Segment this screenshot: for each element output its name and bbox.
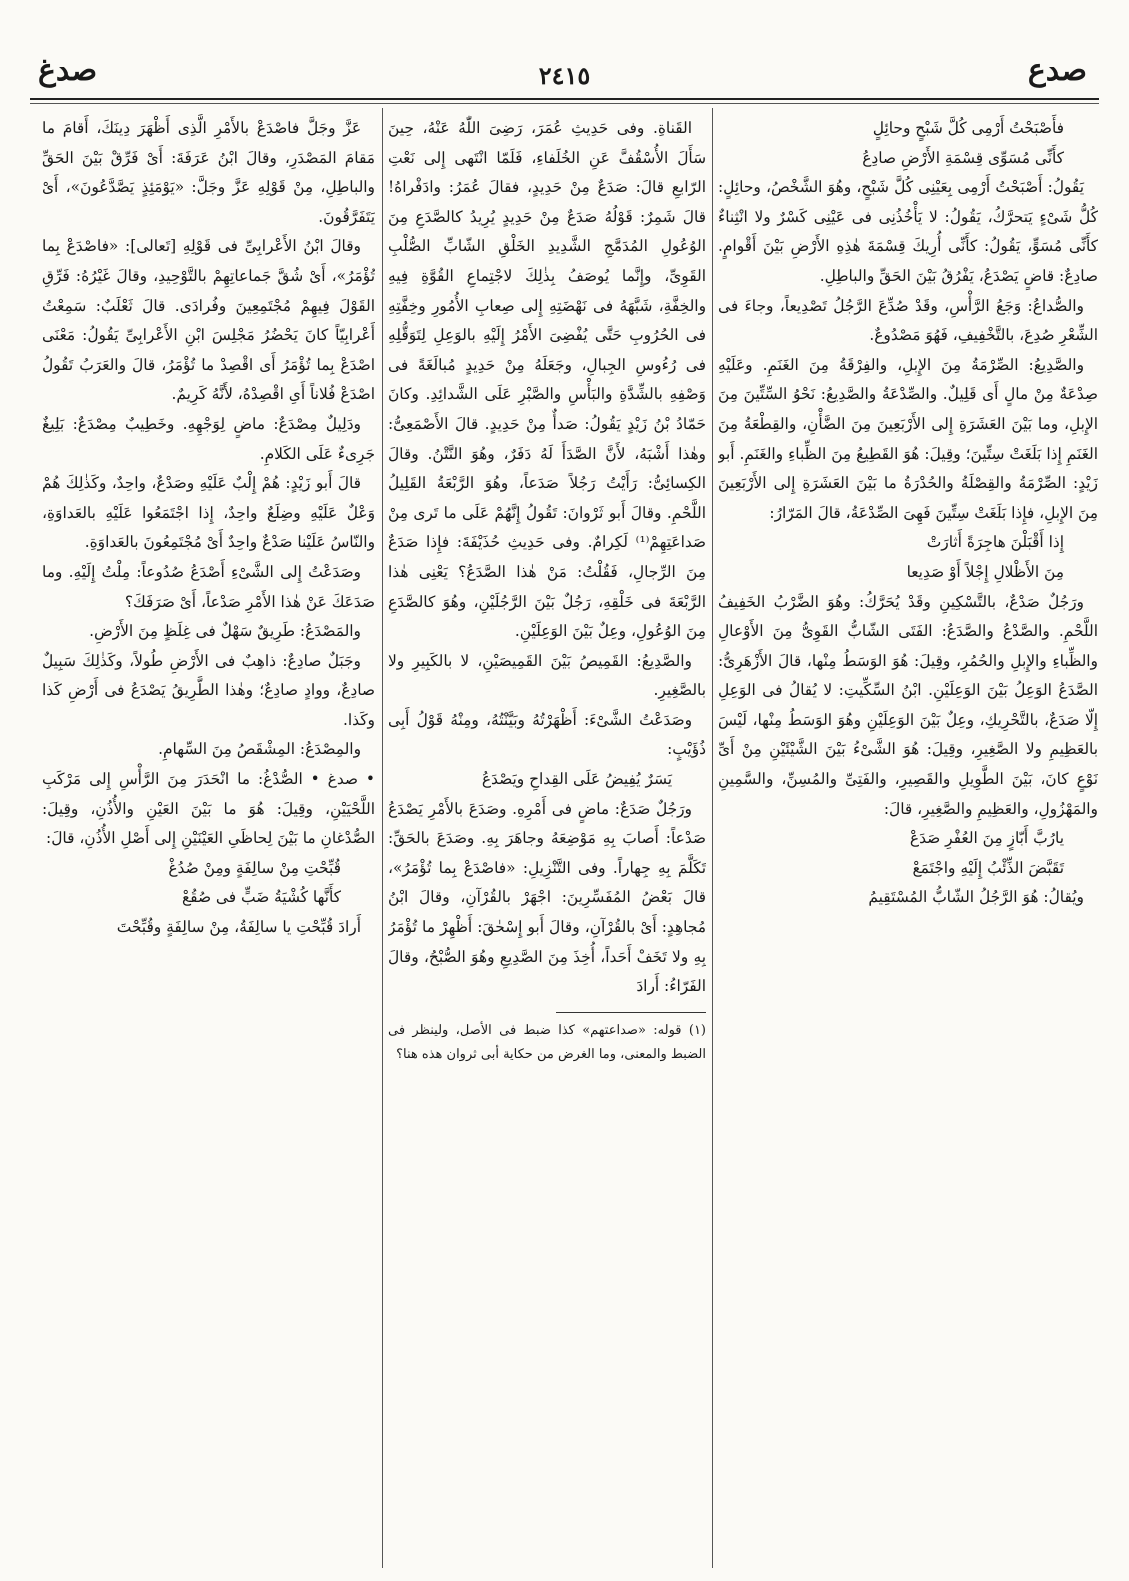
verse-line: تَقَبَّضَ الذِّئْبُ إِلَيْهِ واجْتَمَعْ xyxy=(912,858,1064,877)
header-rule xyxy=(30,98,1099,100)
footnote-rule xyxy=(556,1012,706,1013)
column-left xyxy=(42,114,375,1569)
verse-line: يَسَرٌ يُفِيضُ عَلَى القِداحِ ويَصْدَعُ xyxy=(481,770,672,789)
paragraph: ودَلِيلٌ مِصْدَعٌ: ماضٍ لِوَجْهِهِ. وخَطِيبٌ مِصْدَعٌ: بَلِيغٌ جَرِىءٌ عَلَى الكَلامِ. xyxy=(42,414,375,463)
paragraph: ورَجُلٌ صَدَعٌ: ماضٍ فى أَمْرِهِ. وصَدَعَ بالأَمْرِ يَصْدَعُ صَدْعاً: أَصابَ بِهِ مَوْضِعَهُ وجاهَرَ بِهِ. وصَدَعَ بالحَقِّ: تَكَلَّمَ بِهِ جِهاراً. وفى التَّنْزِيلِ: «فاصْدَعْ بِما تُؤْمَرُ»، قالَ بَعْضُ المُفَسِّرِينَ: اجْهَرْ بالقُرْآنِ، وقالَ ابْنُ مُجاهِدٍ: أَىْ بالقُرْآنِ، وقالَ أَبو إِسْحٰقَ: أَظْهِرْ ما تُؤْمَرُ بِهِ ولا تَخَفْ أَحَداً، أُخِذَ مِنَ الصَّدِيعِ وهُوَ الصُّبْحُ، وقالَ الفَرّاءُ: أَرادَ xyxy=(388,799,706,996)
paragraph: قالَ أَبو زَيْدٍ: هُمْ إِلْبٌ عَلَيْهِ وصَدْعٌ، واحِدٌ، وكَذٰلِكَ هُمْ وَعْلٌ عَلَيْهِ وضِلَعٌ واحِدٌ، إِذا اجْتَمَعُوا عَلَيْهِ بالعَداوَةِ، والنّاسُ عَلَيْنا صَدْعٌ واحِدٌ أَىْ مُجْتَمِعُونَ بالعَداوَةِ. xyxy=(42,474,375,552)
paragraph: وقالَ ابْنُ الأَعْرابِىِّ فى قَوْلِهِ [تَعالى]: «فاصْدَعْ بِما تُؤْمَرُ»، أَىْ شُقَّ جَماعاتِهِمْ بالتَّوْحِيدِ، وقالَ غَيْرُهُ: فَرِّقِ القَوْلَ فِيهِمْ مُجْتَمِعِينَ وفُرادَى. قالَ ثَعْلَبٌ: سَمِعْتُ أَعْرابِيّاً كانَ يَحْضُرُ مَجْلِسَ ابْنِ الأَعْرابِىِّ يَقُولُ: مَعْنَى اصْدَعْ بِما تُؤْمَرُ أَى اقْصِدْ ما تُؤْمَرُ، قالَ والعَرَبُ تَقُولُ اصْدَعْ فُلاناً أَىِ اقْصِدْهُ، لأَنَّهُ كَرِيمٌ. xyxy=(42,237,375,404)
column-divider-left xyxy=(382,108,383,1568)
column-divider-right xyxy=(712,108,713,1568)
headword-right: صدع xyxy=(1027,53,1087,88)
column-middle xyxy=(388,114,706,1569)
paragraph: ويُقالُ: هُوَ الرَّجُلُ الشّابُّ المُسْتَقِيمُ xyxy=(868,888,1084,907)
paragraph: والمِصْدَعُ: المِشْقَصُ مِنَ السِّهامِ. xyxy=(158,740,361,759)
paragraph: وصَدَعْتُ الشَّىْءَ: أَظْهَرْتُهُ وبَيَّنْتُهُ، ومِنْهُ قَوْلُ أَبِى ذُؤَيْبٍ: xyxy=(388,710,706,759)
paragraph: أَرادَ قُبِّحْتِ يا سالِفَةُ، مِنْ سالِفَةٍ وقُبِّحْتَ xyxy=(116,918,361,937)
paragraph: عَزَّ وجَلَّ فاصْدَعْ بالأَمْرِ الَّذِى أَظْهَرَ دِينَكَ، أَقامَ ما مَقامَ المَصْدَرِ، وقالَ ابْنُ عَرَفَةَ: أَىْ فَرِّقْ بَيْنَ الحَقِّ والباطِلِ، مِنْ قَوْلِهِ عَزَّ وجَلَّ: «يَوْمَئِذٍ يَصَّدَّعُونَ»، أَىْ يَتَفَرَّقُونَ. xyxy=(42,119,375,226)
column-right xyxy=(718,114,1098,1569)
verse-line: فأَصْبَحْتُ أَرْمِى كُلَّ شَبْحٍ وحائِلٍ xyxy=(872,119,1064,137)
paragraph: ورَجُلٌ صَدْعٌ، بالتَّسْكِينِ وقَدْ يُحَرَّكُ: وهُوَ الضَّرْبُ الخَفِيفُ اللَّحْمِ. والصَّدْعُ والصَّدَعُ: الفَتَى الشّابُّ القَوِىُّ مِنَ الأَوْعالِ والظِّباءِ والإِبلِ والحُمُرِ، وقِيلَ: هُوَ الوَسَطُ مِنْها، قالَ الأَزْهَرِىُّ: الصَّدَعُ الوَعِلُ بَيْنَ الوَعِلَيْنِ. ابْنُ السِّكِّيتِ: لا يُقالُ فى الوَعِلِ إِلّا صَدَعٌ، بالتَّحْرِيكِ، وعِلٌ بَيْنَ الوَعِلَيْنِ وهُوَ الوَسَطُ مِنْها، لَيْسَ بالعَظِيمِ ولا الصَّغِيرِ، وقِيلَ: هُوَ الشَّىْءُ بَيْنَ الشَّيْئَيْنِ مِنْ أَىِّ نَوْعٍ كانَ، بَيْنَ الطَّوِيلِ والقَصِيرِ، والفَتِىِّ والمُسِنِّ، والسَّمِينِ والمَهْزُولِ، والعَظِيمِ والصَّغِيرِ، قالَ: xyxy=(718,592,1098,818)
verse-line: يارُبَّ أَبّازٍ مِنَ العُفْرِ صَدَعْ xyxy=(909,829,1064,848)
verse-line: إِذا أَقْبَلْنَ هاجِرَةً أَثارَتْ xyxy=(926,533,1064,552)
page-number: ٢٤١٥ xyxy=(538,61,591,90)
page-header xyxy=(30,44,1099,106)
header-rule-thin xyxy=(30,103,1099,104)
paragraph: والصُّداعُ: وَجَعُ الرَّأْسِ، وقَدْ صُدِّعَ الرَّجُلُ تَصْدِيعاً، وجاءَ فى الشِّعْرِ صُدِعَ، بالتَّخْفِيفِ، فَهُوَ مَصْدُوعٌ. xyxy=(718,296,1098,345)
paragraph: والمَصْدَعُ: طَرِيقٌ سَهْلٌ فى غِلَظٍ مِنَ الأَرْضِ. xyxy=(89,622,361,641)
paragraph: يَقُولُ: أَصْبَحْتُ أَرْمِى بِعَيْنِى كُلَّ شَبْحٍ، وهُوَ الشَّخْصُ، وحائِلٍ: كُلُّ شَىْءٍ يَتحرَّكُ، يَقُولُ: لا يَأْخُذُنِى فى عَيْنِى كَسْرٌ ولا انْثِناءٌ كأَنِّى مُسَوٍّ، يَقُولُ: كأَنِّى أُرِيكَ قِسْمَةَ هٰذِهِ الأَرْضِ بَيْنَ أَقْوامٍ. صادِعٌ: قاضٍ يَصْدَعُ، يَفْرُقُ بَيْنَ الحَقِّ والباطِلِ. xyxy=(718,178,1098,285)
verse-line: كأَنَّها كُشْيَةُ ضَبٍّ فى صُقُعْ xyxy=(181,888,341,907)
verse-line: قُبِّحْتِ مِنْ سالِفَةٍ ومِنْ صُدُغْ xyxy=(168,858,341,877)
entry-heading: • صدغ • الصُّدْغُ: ما انْحَدَرَ مِنَ الرَّأْسِ إِلى مَرْكَبِ اللَّحْيَيْنِ، وقِيلَ: هُوَ ما بَيْنَ العَيْنِ والأُذُنِ، وقِيلَ: الصُّدْغانِ ما بَيْنَ لِحاظَىِ العَيْنَيْنِ إِلى أَصْلِ الأُذُنِ، قالَ: xyxy=(42,770,375,848)
footnote: (١) قوله: «صداعتهم» كذا ضبط فى الأصل، ولينظر فى الضبط والمعنى، وما الغرض من حكاية أبى ثروان هذه هنا؟ xyxy=(388,1022,706,1062)
verse-line: مِنَ الأَظْلالِ إِجْلاً أَوْ صَدِيعا xyxy=(906,562,1064,581)
paragraph: وجَبَلٌ صادِعٌ: ذاهِبٌ فى الأَرْضِ طُولاً، وكَذٰلِكَ سَبِيلٌ صادِعٌ، ووادٍ صادِعٌ؛ وهٰذا الطَّرِيقُ يَصْدَعُ فى أَرْضِ كَذا وكَذا. xyxy=(42,651,375,729)
verse-line: كأَنِّى مُسَوِّى قِسْمَةِ الأَرْضِ صادِعُ xyxy=(862,148,1064,167)
paragraph: وصَدَعْتُ إِلى الشَّىْءِ أَصْدَعُ صُدُوعاً: مِلْتُ إِلَيْهِ. وما صَدَعَكَ عَنْ هٰذا الأَمْرِ صَدْعاً، أَىْ صَرَفَكَ؟ xyxy=(42,562,375,611)
paragraph: والصَّدِيعُ: القَمِيصُ بَيْنَ القَمِيصَيْنِ، لا بالكَبِيرِ ولا بالصَّغِيرِ. xyxy=(388,651,706,700)
paragraph: والصَّدِيعُ: الصِّرْمَةُ مِنَ الإِبلِ، والفِرْقَةُ مِنَ الغَنَمِ. وعَلَيْهِ صِدْعَةٌ مِنْ مالٍ أَى قَلِيلٌ. والصِّدْعَةُ والصَّدِيعُ: نَحْوُ السِّتِّينَ مِنَ الإِبلِ، وما بَيْنَ العَشَرَةِ إِلى الأَرْبَعِينَ مِنَ الضَّأْنِ، والقِطْعَةُ مِنَ الغَنَمِ إِذا بَلَغَتْ سِتِّينَ؛ وقِيلَ: هُوَ القَطِيعُ مِنَ الظِّباءِ والغَنَمِ. أَبو زَيْدٍ: الصِّرْمَةُ والقِصْلَةُ والحُدْرَةُ ما بَيْنَ العَشَرَةِ إِلى الأَرْبَعِينَ مِنَ الإِبلِ، فإِذا بَلَغَتْ سِتِّينَ فَهِىَ الصِّدْعَةُ، قالَ المَرّارُ: xyxy=(718,355,1098,522)
headword-left: صدغ xyxy=(38,53,98,88)
paragraph: القَناةِ. وفى حَدِيثِ عُمَرَ، رَضِىَ اللّٰهُ عَنْهُ، حِينَ سَأَلَ الأُسْقُفَّ عَنِ الخُلَفاءِ، فَلَمّا انْتَهى إِلى نَعْتِ الرّابعِ قالَ: صَدَعٌ مِنْ حَدِيدٍ، فقالَ عُمَرُ: وادَفْراهُ! قالَ شَمِرٌ: قَوْلُهُ صَدَعٌ مِنْ حَدِيدٍ يُرِيدُ كالصَّدَعِ مِنَ الوُعُولِ المُدَمَّجِ الشَّدِيدِ الخَلْقِ الشّابِّ الصُّلْبِ القَوِىِّ، وإِنَّما يُوصَفُ بِذٰلِكَ لاجْتِماعِ القُوَّةِ فِيهِ والخِفَّةِ، شَبَّهَهُ فى نَهْضَتِهِ إِلى صِعابِ الأُمُورِ وخِفَّتِهِ فى الحُرُوبِ حَتَّى يُفْضِىَ الأَمْرُ إِلَيْهِ بالوَعِلِ لِتَوَقُّلِهِ فى رُءُوسِ الجِبالِ، وجَعَلَهُ مِنْ حَدِيدٍ مُبالَغَةً فى وَصْفِهِ بالشِّدَّةِ والبَأْسِ والصَّبْرِ عَلَى الشَّدائِدِ. وكانَ حَمّادُ بْنُ زَيْدٍ يَقُولُ: صَدأٌ مِنْ حَدِيدٍ. قالَ الأَصْمَعِىُّ: وهٰذا أَشْبَهُ، لأَنَّ الصَّدَأَ لَهُ دَفَرٌ، وهُوَ النَّتْنُ. وقالَ الكِسائِىُّ: رَأَيْتُ رَجُلاً صَدَعاً، وهُوَ الرَّبْعَةُ القَلِيلُ اللَّحْمِ. وقالَ أَبو ثَرْوانَ: تَقُولُ إِنَّهُمْ عَلَى ما تَرى مِنْ صَداعَتِهِمْ⁽¹⁾ لَكِرامٌ. وفى حَدِيثِ حُذَيْفَةَ: فإِذا صَدَعٌ مِنَ الرِّجالِ، فَقُلْتُ: مَنْ هٰذا الصَّدَعُ؟ يَعْنِى هٰذا الرَّبْعَةَ فى خَلْقِهِ، رَجُلٌ بَيْنَ الرَّجُلَيْنِ، وهُوَ كالصَّدَعِ مِنَ الوُعُولِ، وعِلٌ بَيْنَ الوَعِلَيْنِ. xyxy=(388,119,706,641)
